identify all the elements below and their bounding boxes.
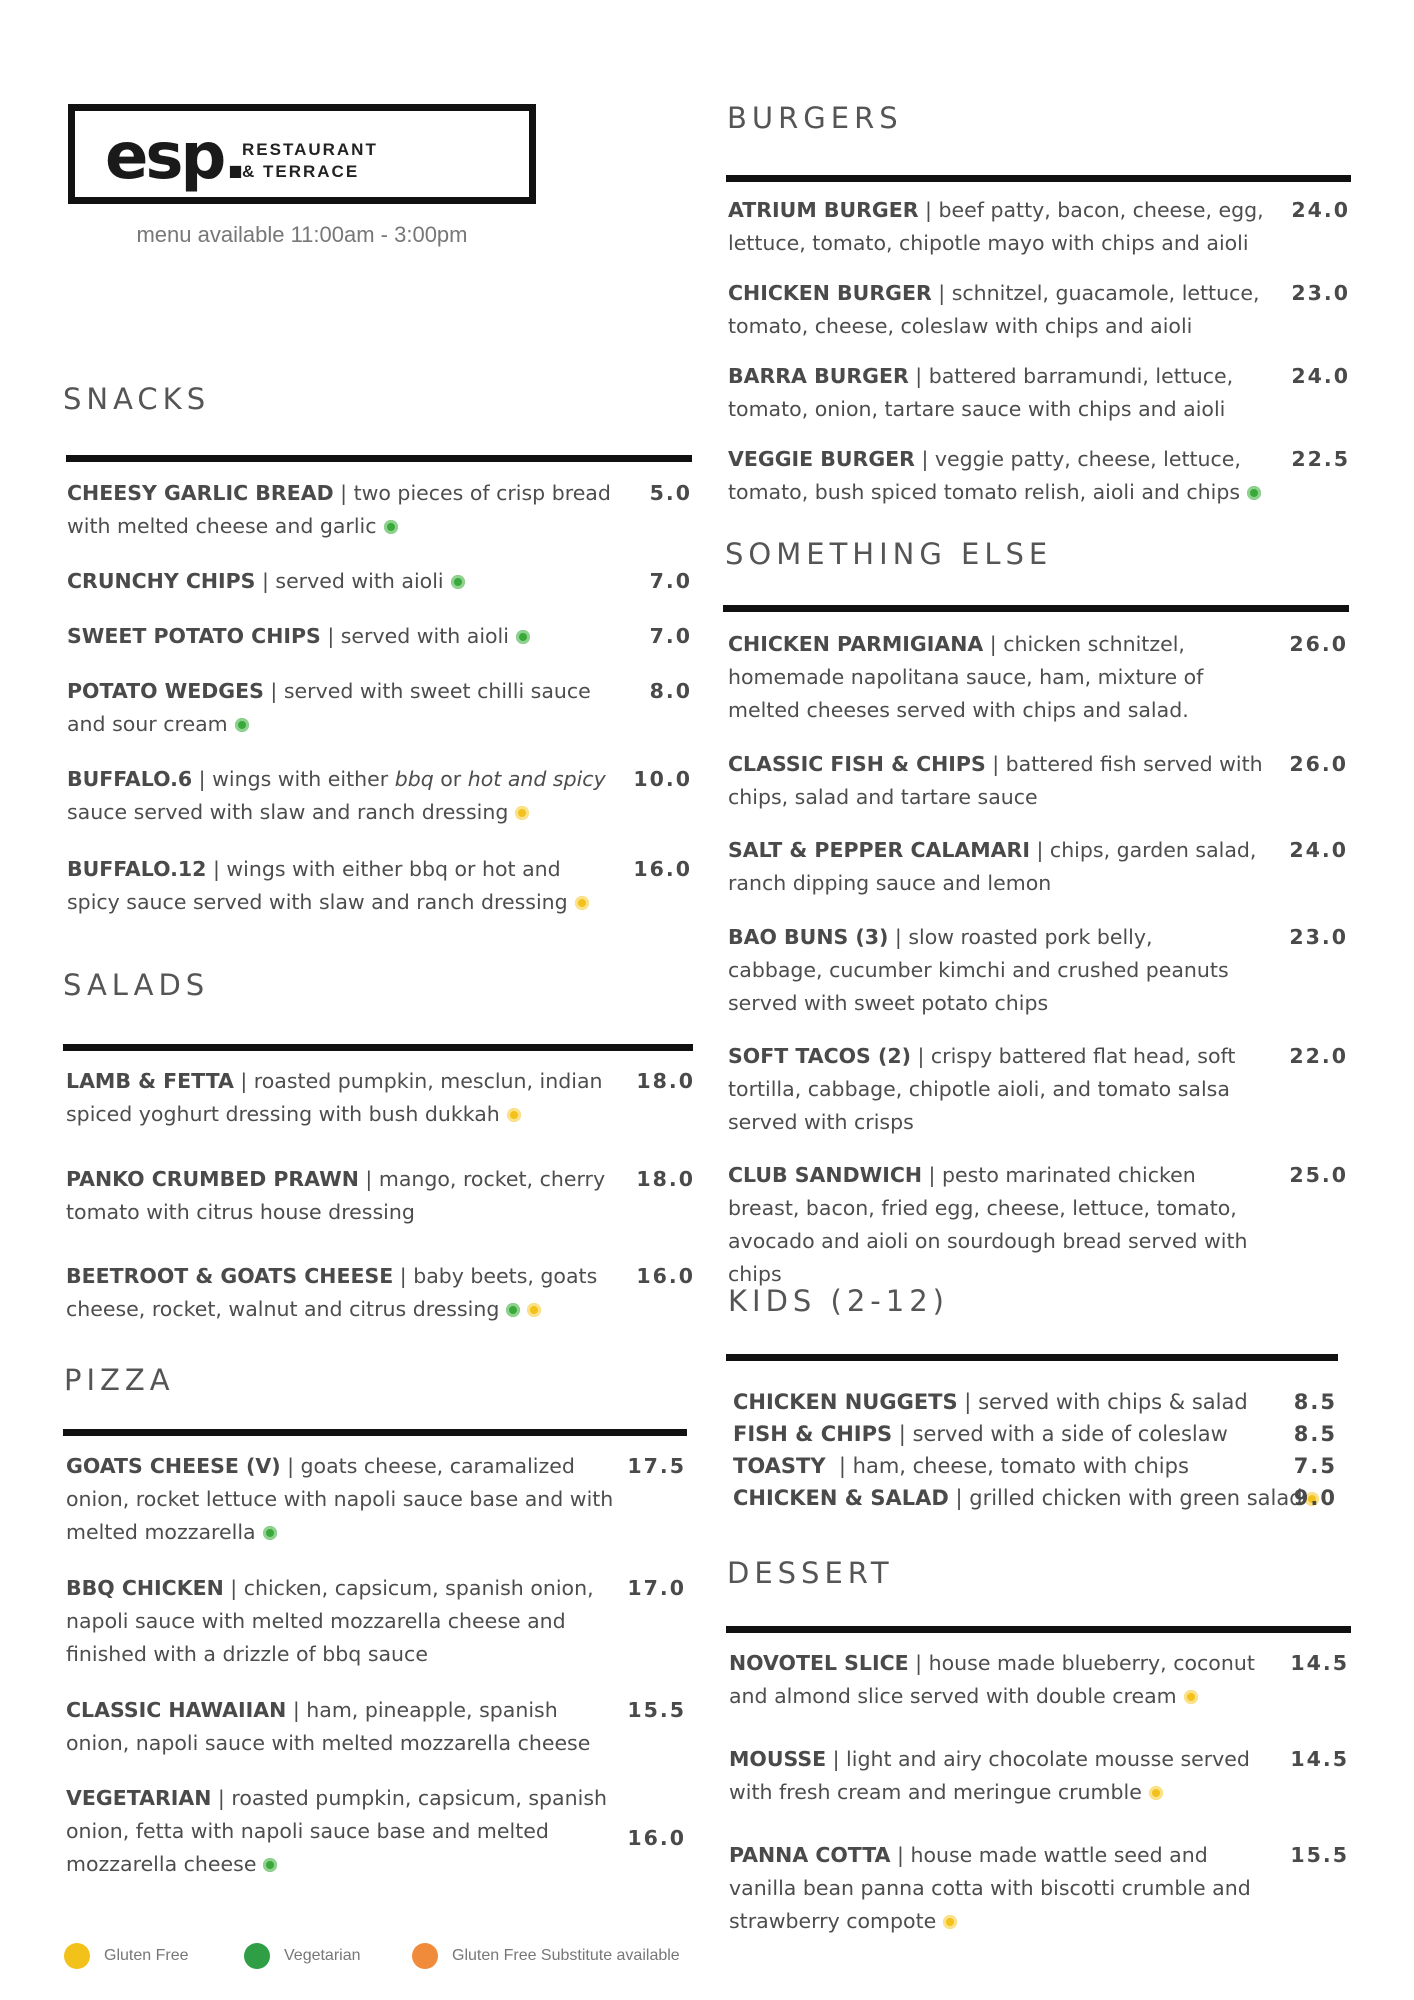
section-title-pizza: PIZZA bbox=[64, 1363, 175, 1397]
menu-item: LAMB & FETTA | roasted pumpkin, mesclun, indian spiced yoghurt dressing with bush dukkah 18.0 bbox=[66, 1065, 695, 1131]
price: 17.0 bbox=[627, 1576, 686, 1600]
price: 23.0 bbox=[1289, 925, 1348, 949]
vegetarian-icon bbox=[235, 718, 249, 732]
price: 24.0 bbox=[1291, 364, 1350, 388]
price: 14.5 bbox=[1290, 1747, 1349, 1771]
price: 22.5 bbox=[1291, 447, 1350, 471]
price: 26.0 bbox=[1289, 632, 1348, 656]
legend-gluten-free: Gluten Free bbox=[64, 1942, 188, 1970]
section-rule bbox=[63, 1429, 687, 1436]
vegetarian-icon bbox=[1247, 486, 1261, 500]
menu-item: PANKO CRUMBED PRAWN | mango, rocket, cherry tomato with citrus house dressing 18.0 bbox=[66, 1163, 695, 1229]
price: 17.5 bbox=[627, 1454, 686, 1478]
menu-item: BBQ CHICKEN | chicken, capsicum, spanish onion, napoli sauce with melted mozzarella cheese and finished with a drizzle of bbq sauce 17.0 bbox=[66, 1572, 686, 1671]
menu-item: SALT & PEPPER CALAMARI | chips, garden salad, ranch dipping sauce and lemon 24.0 bbox=[728, 834, 1348, 900]
menu-item: CLUB SANDWICH | pesto marinated chicken breast, bacon, fried egg, cheese, lettuce, tomato, avocado and aioli on sourdough bread served with chips 25.0 bbox=[728, 1159, 1348, 1291]
gluten-free-icon bbox=[64, 1943, 90, 1969]
price: 16.0 bbox=[627, 1826, 686, 1850]
vegetarian-icon bbox=[451, 575, 465, 589]
menu-item: VEGETARIAN | roasted pumpkin, capsicum, spanish onion, fetta with napoli sauce base and melted mozzarella cheese 16.0 bbox=[66, 1786, 686, 1876]
price: 7.0 bbox=[649, 569, 692, 593]
vegetarian-icon bbox=[506, 1303, 520, 1317]
price: 10.0 bbox=[633, 767, 692, 791]
price: 9.0 bbox=[1293, 1486, 1337, 1510]
gluten-free-icon bbox=[1184, 1690, 1198, 1704]
menu-item: CLASSIC FISH & CHIPS | battered fish served with chips, salad and tartare sauce 26.0 bbox=[728, 748, 1348, 814]
menu-item: BAO BUNS (3) | slow roasted pork belly, cabbage, cucumber kimchi and crushed peanuts served with sweet potato chips 23.0 bbox=[728, 921, 1348, 1020]
section-title-something-else: SOMETHING ELSE bbox=[725, 537, 1053, 571]
menu-item: ATRIUM BURGER | beef patty, bacon, cheese, egg, lettuce, tomato, chipotle mayo with chips and aioli 24.0 bbox=[728, 194, 1350, 260]
menu-item: POTATO WEDGES | served with sweet chilli sauce and sour cream 8.0 bbox=[67, 675, 692, 741]
gluten-free-icon bbox=[527, 1303, 541, 1317]
section-rule bbox=[66, 455, 692, 462]
menu-item: CHICKEN & SALAD | grilled chicken with green salad 9.0 bbox=[733, 1482, 1349, 1514]
vegetarian-icon bbox=[263, 1858, 277, 1872]
price: 23.0 bbox=[1291, 281, 1350, 305]
menu-item: BARRA BURGER | battered barramundi, lettuce, tomato, onion, tartare sauce with chips and aioli 24.0 bbox=[728, 360, 1350, 426]
menu-item: CHICKEN NUGGETS | served with chips & salad 8.5 bbox=[733, 1386, 1349, 1418]
menu-item: SOFT TACOS (2) | crispy battered flat head, soft tortilla, cabbage, chipotle aioli, and tomato salsa served with crisps 22.0 bbox=[728, 1040, 1348, 1139]
price: 18.0 bbox=[636, 1167, 695, 1191]
section-title-dessert: DESSERT bbox=[727, 1556, 894, 1590]
price: 16.0 bbox=[636, 1264, 695, 1288]
section-title-salads: SALADS bbox=[63, 968, 210, 1002]
gluten-free-substitute-icon bbox=[412, 1943, 438, 1969]
price: 8.0 bbox=[649, 679, 692, 703]
logo-subtitle: RESTAURANT & TERRACE bbox=[242, 140, 378, 181]
vegetarian-icon bbox=[384, 520, 398, 534]
price: 25.0 bbox=[1289, 1163, 1348, 1187]
price: 15.5 bbox=[1290, 1843, 1349, 1867]
legend-vegetarian: Vegetarian bbox=[244, 1942, 361, 1970]
menu-item: BUFFALO.12 | wings with either bbq or hot and spicy sauce served with slaw and ranch dressing 16.0 bbox=[67, 853, 692, 919]
menu-item: TOASTY | ham, cheese, tomato with chips 7.5 bbox=[733, 1450, 1349, 1482]
menu-item: VEGGIE BURGER | veggie patty, cheese, lettuce, tomato, bush spiced tomato relish, aioli and chips 22.5 bbox=[728, 443, 1350, 509]
menu-item: NOVOTEL SLICE | house made blueberry, coconut and almond slice served with double cream 14.5 bbox=[729, 1647, 1349, 1713]
vegetarian-icon bbox=[516, 630, 530, 644]
section-rule bbox=[726, 1626, 1351, 1633]
menu-item: PANNA COTTA | house made wattle seed and vanilla bean panna cotta with biscotti crumble and strawberry compote 15.5 bbox=[729, 1839, 1349, 1938]
menu-item: GOATS CHEESE (V) | goats cheese, caramalized onion, rocket lettuce with napoli sauce base and with melted mozzarella 17.5 bbox=[66, 1450, 686, 1549]
legend-gf-substitute: Gluten Free Substitute available bbox=[412, 1942, 680, 1970]
price: 8.5 bbox=[1293, 1390, 1337, 1414]
gluten-free-icon bbox=[515, 806, 529, 820]
section-rule bbox=[726, 175, 1351, 182]
vegetarian-icon bbox=[263, 1526, 277, 1540]
menu-item: CHEESY GARLIC BREAD | two pieces of crisp bread with melted cheese and garlic 5.0 bbox=[67, 477, 692, 543]
restaurant-logo bbox=[68, 104, 536, 204]
menu-item: BEETROOT & GOATS CHEESE | baby beets, goats cheese, rocket, walnut and citrus dressing 16.0 bbox=[66, 1260, 695, 1326]
gluten-free-icon bbox=[507, 1108, 521, 1122]
section-title-snacks: SNACKS bbox=[63, 382, 211, 416]
menu-item: MOUSSE | light and airy chocolate mousse served with fresh cream and meringue crumble 14.5 bbox=[729, 1743, 1349, 1809]
price: 14.5 bbox=[1290, 1651, 1349, 1675]
price: 15.5 bbox=[627, 1698, 686, 1722]
menu-hours: menu available 11:00am - 3:00pm bbox=[136, 222, 468, 247]
section-rule bbox=[723, 605, 1349, 612]
price: 16.0 bbox=[633, 857, 692, 881]
menu-item: SWEET POTATO CHIPS | served with aioli 7.0 bbox=[67, 620, 692, 653]
menu-item: BUFFALO.6 | wings with either bbq or hot and spicy sauce served with slaw and ranch dressing 10.0 bbox=[67, 763, 692, 829]
price: 24.0 bbox=[1291, 198, 1350, 222]
price: 24.0 bbox=[1289, 838, 1348, 862]
price: 26.0 bbox=[1289, 752, 1348, 776]
section-title-kids: KIDS (2-12) bbox=[728, 1284, 949, 1318]
gluten-free-icon bbox=[943, 1915, 957, 1929]
price: 5.0 bbox=[649, 481, 692, 505]
menu-item: CHICKEN PARMIGIANA | chicken schnitzel, homemade napolitana sauce, ham, mixture of melted cheeses served with chips and salad. 26.0 bbox=[728, 628, 1348, 727]
section-title-burgers: BURGERS bbox=[727, 101, 903, 135]
menu-item: FISH & CHIPS | served with a side of coleslaw 8.5 bbox=[733, 1418, 1349, 1450]
logo-mark: esp. bbox=[105, 120, 245, 194]
price: 22.0 bbox=[1289, 1044, 1348, 1068]
price: 18.0 bbox=[636, 1069, 695, 1093]
menu-item: CRUNCHY CHIPS | served with aioli 7.0 bbox=[67, 565, 692, 598]
section-rule bbox=[63, 1044, 693, 1051]
price: 7.5 bbox=[1293, 1454, 1337, 1478]
price: 7.0 bbox=[649, 624, 692, 648]
section-rule bbox=[726, 1354, 1338, 1361]
gluten-free-icon bbox=[575, 896, 589, 910]
gluten-free-icon bbox=[1149, 1786, 1163, 1800]
menu-item: CLASSIC HAWAIIAN | ham, pineapple, spanish onion, napoli sauce with melted mozzarella cheese 15.5 bbox=[66, 1694, 686, 1760]
vegetarian-icon bbox=[244, 1943, 270, 1969]
price: 8.5 bbox=[1293, 1422, 1337, 1446]
menu-item: CHICKEN BURGER | schnitzel, guacamole, lettuce, tomato, cheese, coleslaw with chips and aioli 23.0 bbox=[728, 277, 1350, 343]
